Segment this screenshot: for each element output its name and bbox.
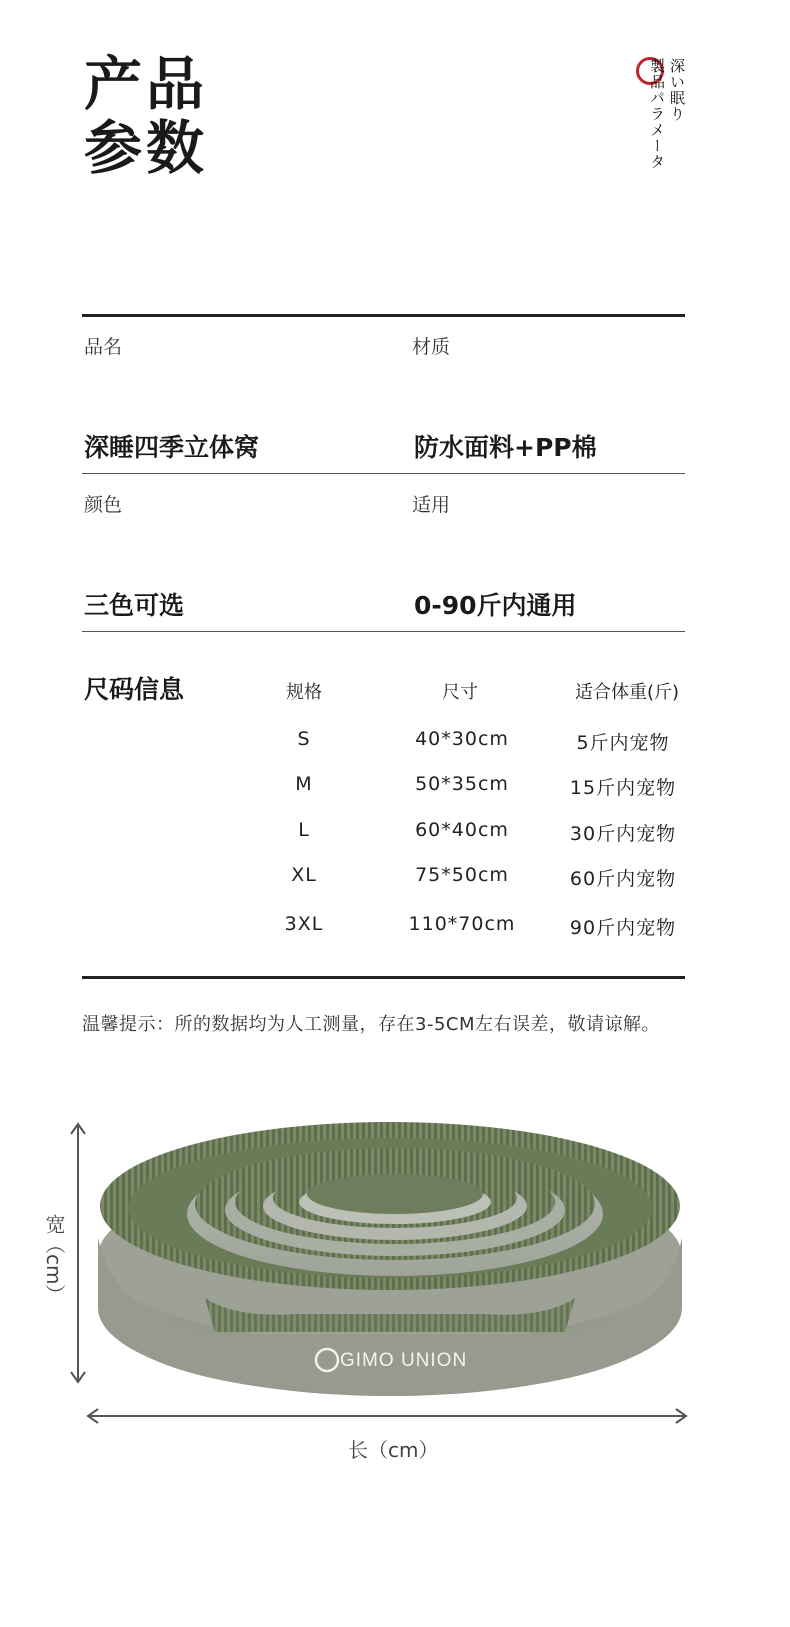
row-weight: 15斤内宠物 <box>569 777 677 799</box>
row-spec: M <box>295 773 313 795</box>
row-size: 40*30cm <box>415 728 509 750</box>
row-size: 60*40cm <box>415 819 509 841</box>
top-rule <box>82 314 685 317</box>
row-spec: 3XL <box>284 913 324 935</box>
row-size: 110*70cm <box>408 913 516 935</box>
row-weight: 30斤内宠物 <box>569 823 677 845</box>
vertical-text-left: 製品パラメータ <box>648 58 666 170</box>
page-title-line2: 参数 <box>84 114 209 182</box>
fit-value: 0-90斤内通用 <box>414 591 577 620</box>
vertical-text-right: 深い眠り <box>668 58 686 122</box>
table-header-size: 尺寸 <box>442 682 478 703</box>
color-label: 颜色 <box>84 494 123 516</box>
row-divider-2 <box>82 631 685 632</box>
width-label: 宽（cm） <box>42 1214 66 1305</box>
table-header-spec: 规格 <box>286 682 322 703</box>
page-title-line1: 产品 <box>84 50 209 118</box>
material-value: 防水面料+PP棉 <box>414 433 597 462</box>
brand-logo-text: GIMO UNION <box>340 1350 468 1371</box>
name-value: 深睡四季立体窝 <box>84 433 260 462</box>
row-weight: 60斤内宠物 <box>569 868 677 890</box>
name-label: 品名 <box>84 336 123 358</box>
row-size: 50*35cm <box>415 773 509 795</box>
table-header-weight: 适合体重(斤) <box>574 682 680 703</box>
row-spec: S <box>297 728 311 750</box>
row-weight: 5斤内宠物 <box>576 732 670 754</box>
length-label: 长（cm） <box>348 1438 439 1462</box>
bottom-rule <box>82 976 685 979</box>
size-info-title: 尺码信息 <box>84 675 185 704</box>
material-label: 材质 <box>412 336 451 358</box>
color-value: 三色可选 <box>84 591 185 620</box>
row-weight: 90斤内宠物 <box>569 917 677 939</box>
row-spec: XL <box>291 864 317 886</box>
measurement-note: 温馨提示：所的数据均为人工测量，存在3-5CM左右误差，敬请谅解。 <box>82 1014 660 1035</box>
row-size: 75*50cm <box>415 864 509 886</box>
row-spec: L <box>298 819 310 841</box>
row-divider-1 <box>82 473 685 474</box>
fit-label: 适用 <box>412 494 451 516</box>
